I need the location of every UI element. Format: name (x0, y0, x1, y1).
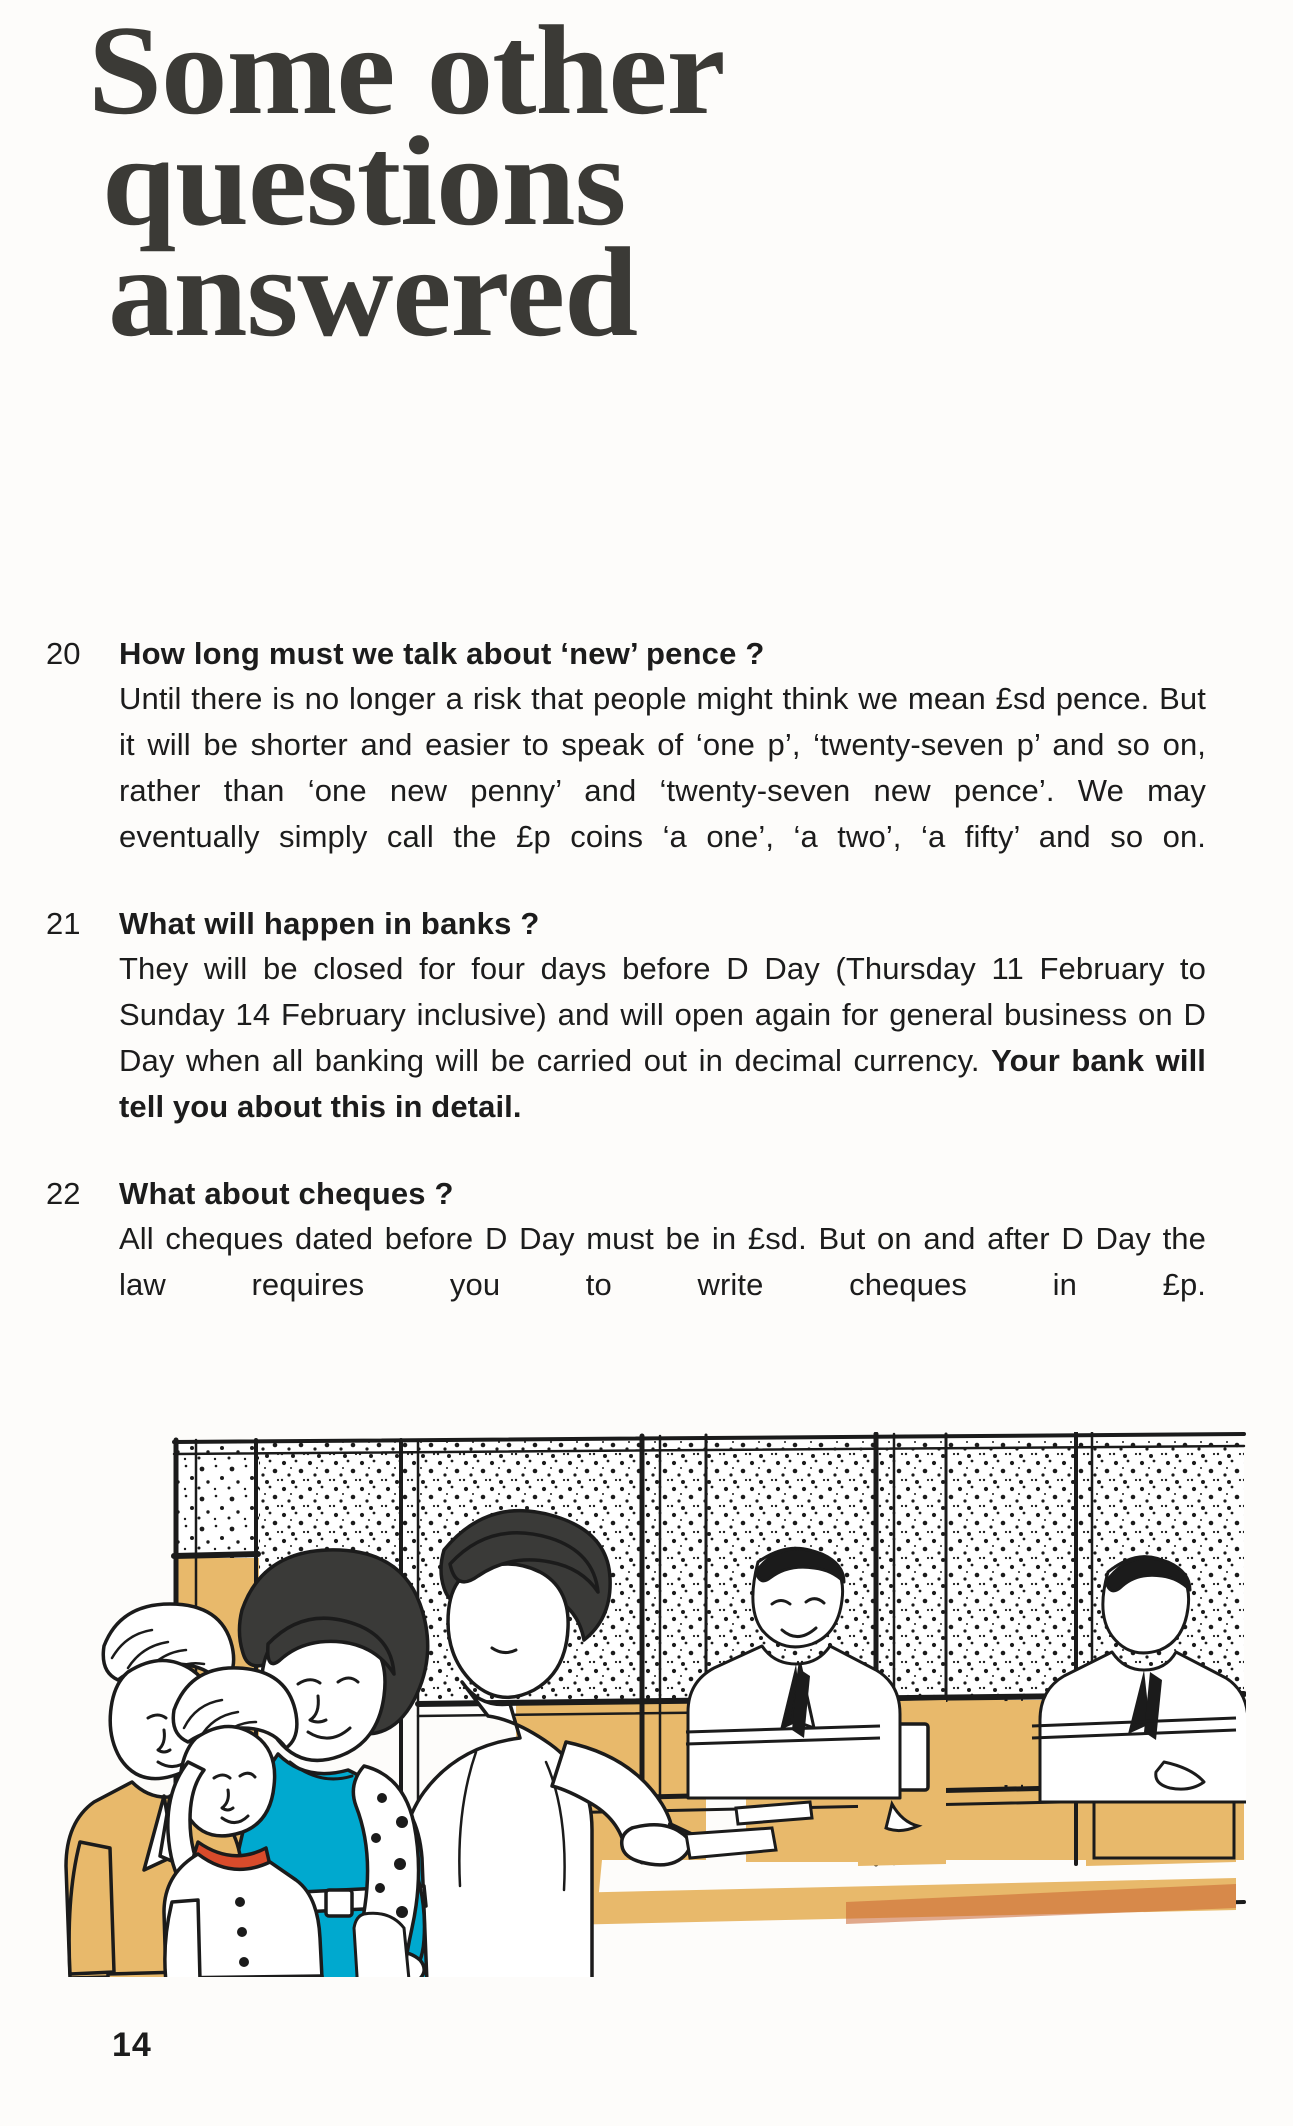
question-content (119, 902, 1206, 1130)
page-title-line-3: answered (108, 220, 638, 363)
question-answer (119, 1216, 1206, 1308)
page-title-line-2: questions (102, 109, 626, 252)
question-item-21 (46, 902, 1206, 1130)
question-content (119, 632, 1206, 860)
question-item-22 (46, 1172, 1206, 1308)
page-title-line-1: Some other (88, 0, 725, 141)
bank-scene-svg (46, 1432, 1246, 1977)
page-number: 14 (112, 2026, 152, 2064)
question-content (119, 1172, 1206, 1308)
question-number: 21 (46, 906, 81, 941)
questions-list (46, 632, 1206, 1350)
answer-text-pre: Until there is no longer a risk that people might think we mean £sd pence. But it will be shorter and easier to speak of ‘one p’, ‘twenty-seven p’ and so on, rather than ‘one new penny’ and ‘twenty-seven new pence’. We may eventually simply call the £p coins ‘a one’, ‘a two’, ‘a fifty’ and so on. (119, 681, 1206, 854)
question-heading: What will happen in banks ? (119, 906, 540, 941)
question-number: 20 (46, 636, 81, 671)
answer-text-pre: All cheques dated before D Day must be in £sd. But on and after D Day the law requires you to write cheques in £p. (119, 1221, 1206, 1302)
question-answer (119, 676, 1206, 860)
page-title (88, 0, 1188, 363)
answer-text-pre: They will be closed for four days before D Day (Thursday 11 February to Sunday 14 February inclusive) and will open again for general business on D Day when all banking will be carried out in decimal currency. (119, 951, 1206, 1078)
question-answer (119, 946, 1206, 1130)
question-heading: What about cheques ? (119, 1176, 454, 1211)
question-heading: How long must we talk about ‘new’ pence ? (119, 636, 765, 671)
question-item-20 (46, 632, 1206, 860)
bank-scene-illustration (46, 1432, 1246, 1977)
question-number: 22 (46, 1176, 81, 1211)
answer-text-bold: Your bank will tell you about this in detail. (119, 1043, 1206, 1124)
